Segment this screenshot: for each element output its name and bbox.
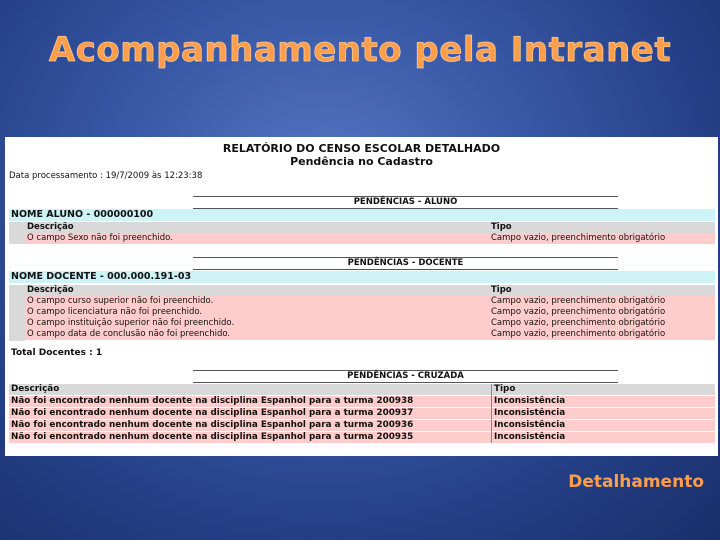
- table-row: [25, 296, 715, 307]
- column-header-descricao: Descrição: [25, 285, 489, 296]
- slide-title: Acompanhamento pela Intranet: [48, 30, 672, 70]
- row-tipo: Inconsistência: [492, 432, 716, 444]
- row-descricao: O campo data de conclusão não foi preenchido.: [25, 329, 489, 340]
- section-header-docente: PENDÊNCIAS - DOCENTE: [193, 257, 618, 270]
- row-tipo: Campo vazio, preenchimento obrigatório: [489, 329, 715, 340]
- row-descricao: O campo licenciatura não foi preenchido.: [25, 307, 489, 318]
- row-descricao: Não foi encontrado nenhum docente na disciplina Espanhol para a turma 200937: [9, 408, 492, 420]
- report-subtitle: Pendência no Cadastro: [290, 155, 433, 168]
- cross-pending-table: [9, 384, 715, 443]
- student-pending-table: [25, 222, 715, 244]
- row-descricao: O campo instituição superior não foi preenchido.: [25, 318, 489, 329]
- row-tipo: Inconsistência: [492, 396, 716, 408]
- slide-caption: Detalhamento: [568, 472, 704, 492]
- column-header-tipo: Tipo: [489, 285, 715, 296]
- section-header-aluno: PENDÊNCIAS - ALUNO: [193, 196, 618, 209]
- row-descricao: Não foi encontrado nenhum docente na disciplina Espanhol para a turma 200938: [9, 396, 492, 408]
- column-header-tipo: Tipo: [492, 384, 716, 396]
- section-header-cruzada: PENDÊNCIAS - CRUZADA: [193, 370, 618, 383]
- table-row: [9, 420, 715, 432]
- table-row: [9, 432, 715, 444]
- teacher-name-bar: NOME DOCENTE - 000.000.191-03: [9, 271, 715, 283]
- row-tipo: Campo vazio, preenchimento obrigatório: [489, 307, 715, 318]
- row-descricao: O campo curso superior não foi preenchido.: [25, 296, 489, 307]
- student-name-bar: NOME ALUNO - 000000100: [9, 209, 715, 221]
- row-tipo: Campo vazio, preenchimento obrigatório: [489, 318, 715, 329]
- column-header-descricao: Descrição: [9, 384, 492, 396]
- table-row: [9, 396, 715, 408]
- row-tipo: Campo vazio, preenchimento obrigatório: [489, 233, 715, 244]
- teacher-pending-table: [25, 285, 715, 340]
- report-panel: [5, 137, 718, 456]
- total-docentes: Total Docentes : 1: [11, 348, 103, 358]
- report-title: RELATÓRIO DO CENSO ESCOLAR DETALHADO: [222, 142, 501, 155]
- row-descricao: Não foi encontrado nenhum docente na disciplina Espanhol para a turma 200936: [9, 420, 492, 432]
- indent-bar: [9, 285, 25, 341]
- row-tipo: Inconsistência: [492, 408, 716, 420]
- table-row: [25, 318, 715, 329]
- column-header-descricao: Descrição: [25, 222, 489, 233]
- row-descricao: Não foi encontrado nenhum docente na disciplina Espanhol para a turma 200935: [9, 432, 492, 444]
- processed-date: Data processamento : 19/7/2009 às 12:23:38: [9, 171, 203, 181]
- table-row: [25, 307, 715, 318]
- table-row: [25, 233, 715, 244]
- column-header-tipo: Tipo: [489, 222, 715, 233]
- table-row: [25, 329, 715, 340]
- table-row: [9, 408, 715, 420]
- row-tipo: Campo vazio, preenchimento obrigatório: [489, 296, 715, 307]
- indent-bar: [9, 222, 25, 244]
- row-descricao: O campo Sexo não foi preenchido.: [25, 233, 489, 244]
- row-tipo: Inconsistência: [492, 420, 716, 432]
